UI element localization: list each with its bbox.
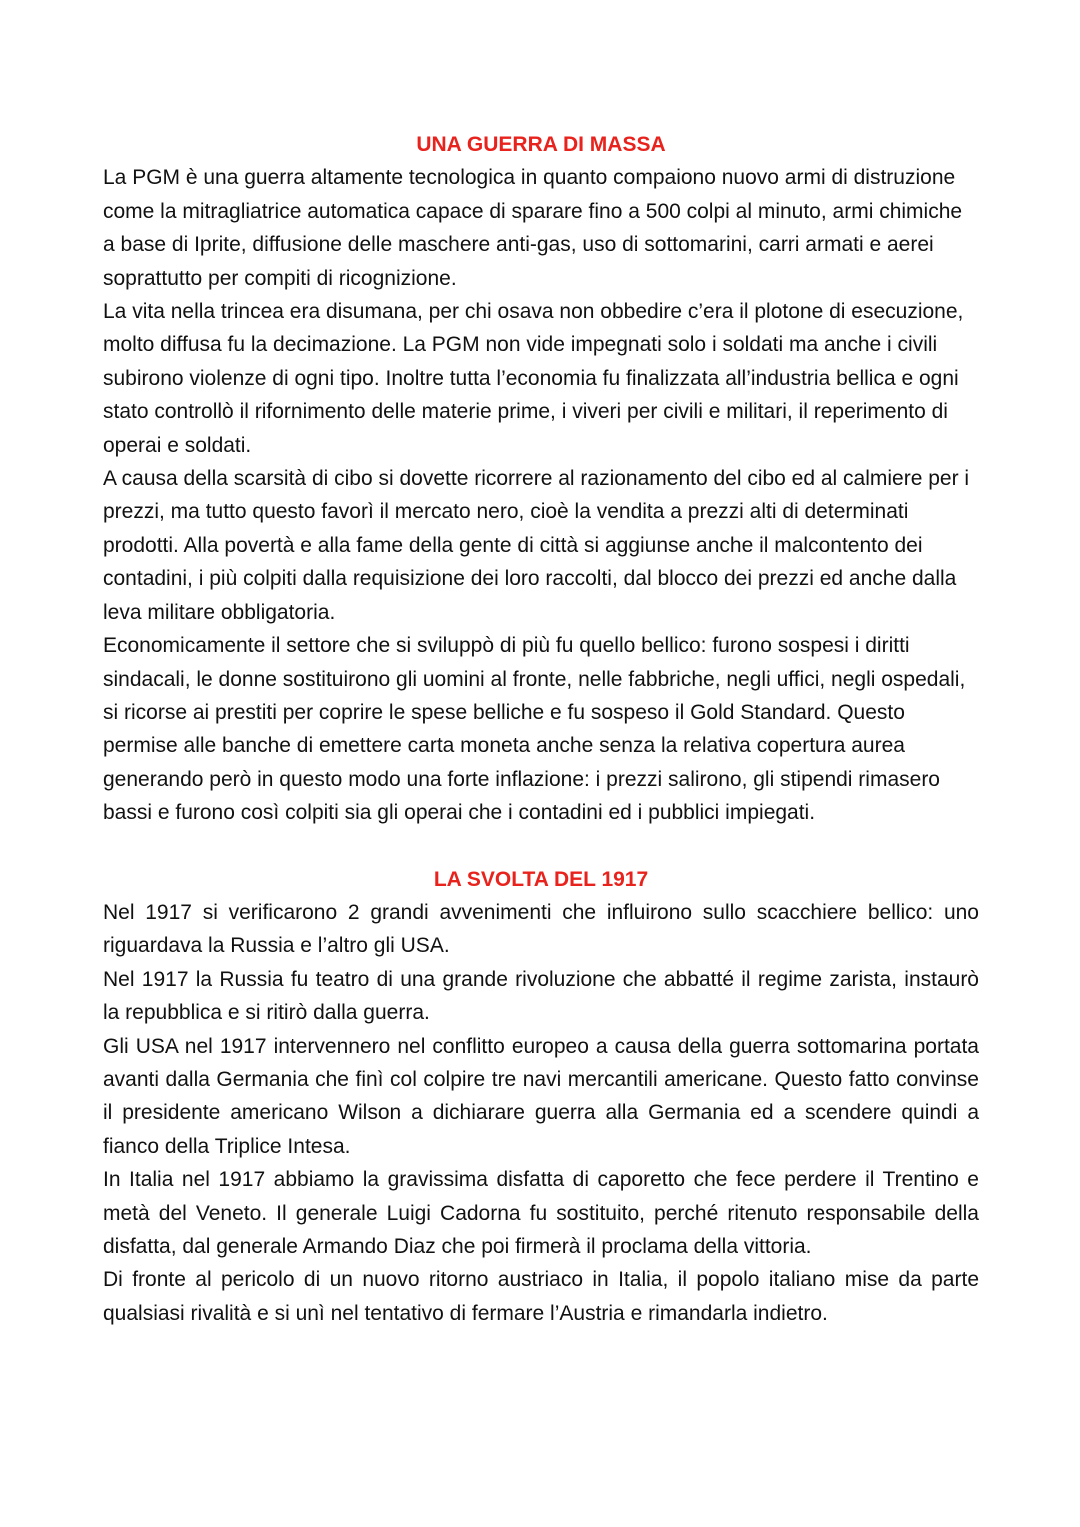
document-page xyxy=(103,128,979,1330)
section-title: LA SVOLTA DEL 1917 xyxy=(433,867,649,891)
section-la-svolta-del-1917 xyxy=(103,863,979,1331)
paragraph: Nel 1917 la Russia fu teatro di una grande rivoluzione che abbatté il regime zarista, instaurò la repubblica e si ritirò dalla guerra. xyxy=(103,967,979,1025)
section-una-guerra-di-massa xyxy=(103,128,979,830)
paragraph: A causa della scarsità di cibo si dovette ricorrere al razionamento del cibo ed al calmiere per i prezzi, ma tutto questo favorì il mercato nero, cioè la vendita a prezzi alti di determinati prodotti. Alla povertà e alla fame della gente di città si aggiunse anche il malcontento dei contadini, i più colpiti dalla requisizione dei loro raccolti, dal blocco dei prezzi ed anche dalla leva militare obbligatoria. xyxy=(103,467,970,624)
paragraph: Economicamente il settore che si sviluppò di più fu quello bellico: furono sospesi i diritti sindacali, le donne sostituirono gli uomini al fronte, nelle fabbriche, negli uffici, negli ospedali, si ricorse ai prestiti per coprire le spese belliche e fu sospeso il Gold Standard. Questo permise alle banche di emettere carta moneta anche senza la relativa copertura aurea generando però in questo modo una forte inflazione: i prezzi salirono, gli stipendi rimasero bassi e furono così colpiti sia gli operai che i contadini ed i pubblici impiegati. xyxy=(103,634,966,825)
paragraph: Gli USA nel 1917 intervennero nel conflitto europeo a causa della guerra sottomarina portata avanti dalla Germania che finì col colpire tre navi mercantili americane. Questo fatto convinse il presidente americano Wilson a dichiarare guerra alla Germania ed a scendere quindi a fianco della Triplice Intesa. xyxy=(103,1034,979,1158)
paragraph: La PGM è una guerra altamente tecnologica in quanto compaiono nuovo armi di distruzione come la mitragliatrice automatica capace di sparare fino a 500 colpi al minuto, armi chimiche a base di Iprite, diffusione delle maschere anti-gas, uso di sottomarini, carri armati e aerei soprattutto per compiti di ricognizione. xyxy=(103,166,963,290)
paragraph: La vita nella trincea era disumana, per chi osava non obbedire c’era il plotone di esecuzione, molto diffusa fu la decimazione. La PGM non vide impegnati solo i soldati ma anche i civili subirono violenze di ogni tipo. Inoltre tutta l’economia fu finalizzata all’industria bellica e ogni stato controllò il rifornimento delle materie prime, i viveri per civili e militari, il reperimento di operai e soldati. xyxy=(103,300,964,457)
section-title: UNA GUERRA DI MASSA xyxy=(416,133,666,156)
paragraph: In Italia nel 1917 abbiamo la gravissima disfatta di caporetto che fece perdere il Trentino e metà del Veneto. Il generale Luigi Cadorna fu sostituito, perché ritenuto responsabile della disfatta, dal generale Armando Diaz che poi firmerà il proclama della vittoria. xyxy=(103,1168,979,1258)
paragraph: Nel 1917 si verificarono 2 grandi avvenimenti che influirono sullo scacchiere bellico: uno riguardava la Russia e l’altro gli USA. xyxy=(103,900,979,958)
paragraph: Di fronte al pericolo di un nuovo ritorno austriaco in Italia, il popolo italiano mise da parte qualsiasi rivalità e si unì nel tentativo di fermare l’Austria e rimandarla indietro. xyxy=(103,1268,979,1325)
